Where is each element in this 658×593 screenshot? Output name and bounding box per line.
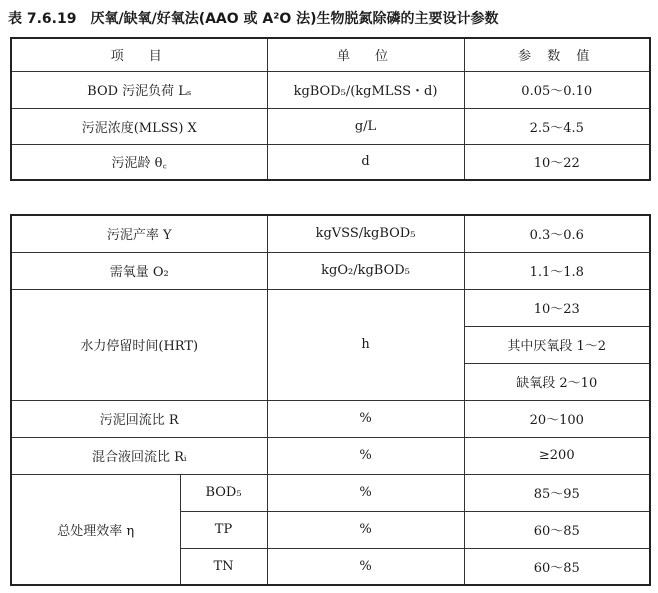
row-item: 污泥龄 θ꜀: [11, 144, 267, 180]
table-header-row: [11, 38, 650, 71]
table-row: [11, 400, 650, 437]
table-row: [11, 71, 650, 108]
table-row: [11, 144, 650, 180]
efficiency-sub-unit: %: [267, 511, 464, 548]
efficiency-sub-unit: %: [267, 548, 464, 585]
row-item: 污泥回流比 R: [11, 400, 267, 437]
efficiency-sub-value: 60～85: [464, 511, 650, 548]
header-unit: 单 位: [267, 38, 464, 71]
efficiency-sub-name: TN: [180, 548, 267, 585]
row-unit: d: [267, 144, 464, 180]
hrt-unit: h: [267, 289, 464, 400]
efficiency-item: 总处理效率 η: [11, 474, 180, 585]
row-value: ≥200: [464, 437, 650, 474]
design-parameters-table-part1: [10, 37, 651, 181]
hrt-item: 水力停留时间(HRT): [11, 289, 267, 400]
efficiency-sub-value: 60～85: [464, 548, 650, 585]
header-value: 参 数 值: [464, 38, 650, 71]
row-unit: kgBOD₅/(kgMLSS・d): [267, 71, 464, 108]
hrt-value-anaerobic: 其中厌氧段 1～2: [464, 326, 650, 363]
row-unit: %: [267, 400, 464, 437]
row-item: 污泥浓度(MLSS) X: [11, 108, 267, 144]
row-unit: kgVSS/kgBOD₅: [267, 215, 464, 252]
table-title: 表 7.6.19 厌氧/缺氧/好氧法(AAO 或 A²O 法)生物脱氮除磷的主要设计参数: [8, 11, 499, 27]
row-unit: %: [267, 437, 464, 474]
efficiency-sub-name: TP: [180, 511, 267, 548]
row-item: 污泥产率 Y: [11, 215, 267, 252]
hrt-row: [11, 289, 650, 326]
table-row: [11, 252, 650, 289]
row-item: BOD 污泥负荷 Lₛ: [11, 71, 267, 108]
efficiency-sub-name: BOD₅: [180, 474, 267, 511]
hrt-value-anoxic: 缺氧段 2～10: [464, 363, 650, 400]
row-item: 需氧量 O₂: [11, 252, 267, 289]
row-item: 混合液回流比 Rᵢ: [11, 437, 267, 474]
efficiency-sub-unit: %: [267, 474, 464, 511]
table-row: [11, 437, 650, 474]
row-value: 20～100: [464, 400, 650, 437]
row-unit: g/L: [267, 108, 464, 144]
table-row: [11, 108, 650, 144]
row-value: 10～22: [464, 144, 650, 180]
design-parameters-table-part2: [10, 214, 651, 586]
row-value: 0.3～0.6: [464, 215, 650, 252]
header-item: 项 目: [11, 38, 267, 71]
row-value: 0.05～0.10: [464, 71, 650, 108]
row-value: 1.1～1.8: [464, 252, 650, 289]
row-unit: kgO₂/kgBOD₅: [267, 252, 464, 289]
efficiency-sub-value: 85～95: [464, 474, 650, 511]
hrt-value-total: 10～23: [464, 289, 650, 326]
table-row: [11, 215, 650, 252]
row-value: 2.5～4.5: [464, 108, 650, 144]
efficiency-row: [11, 474, 650, 511]
